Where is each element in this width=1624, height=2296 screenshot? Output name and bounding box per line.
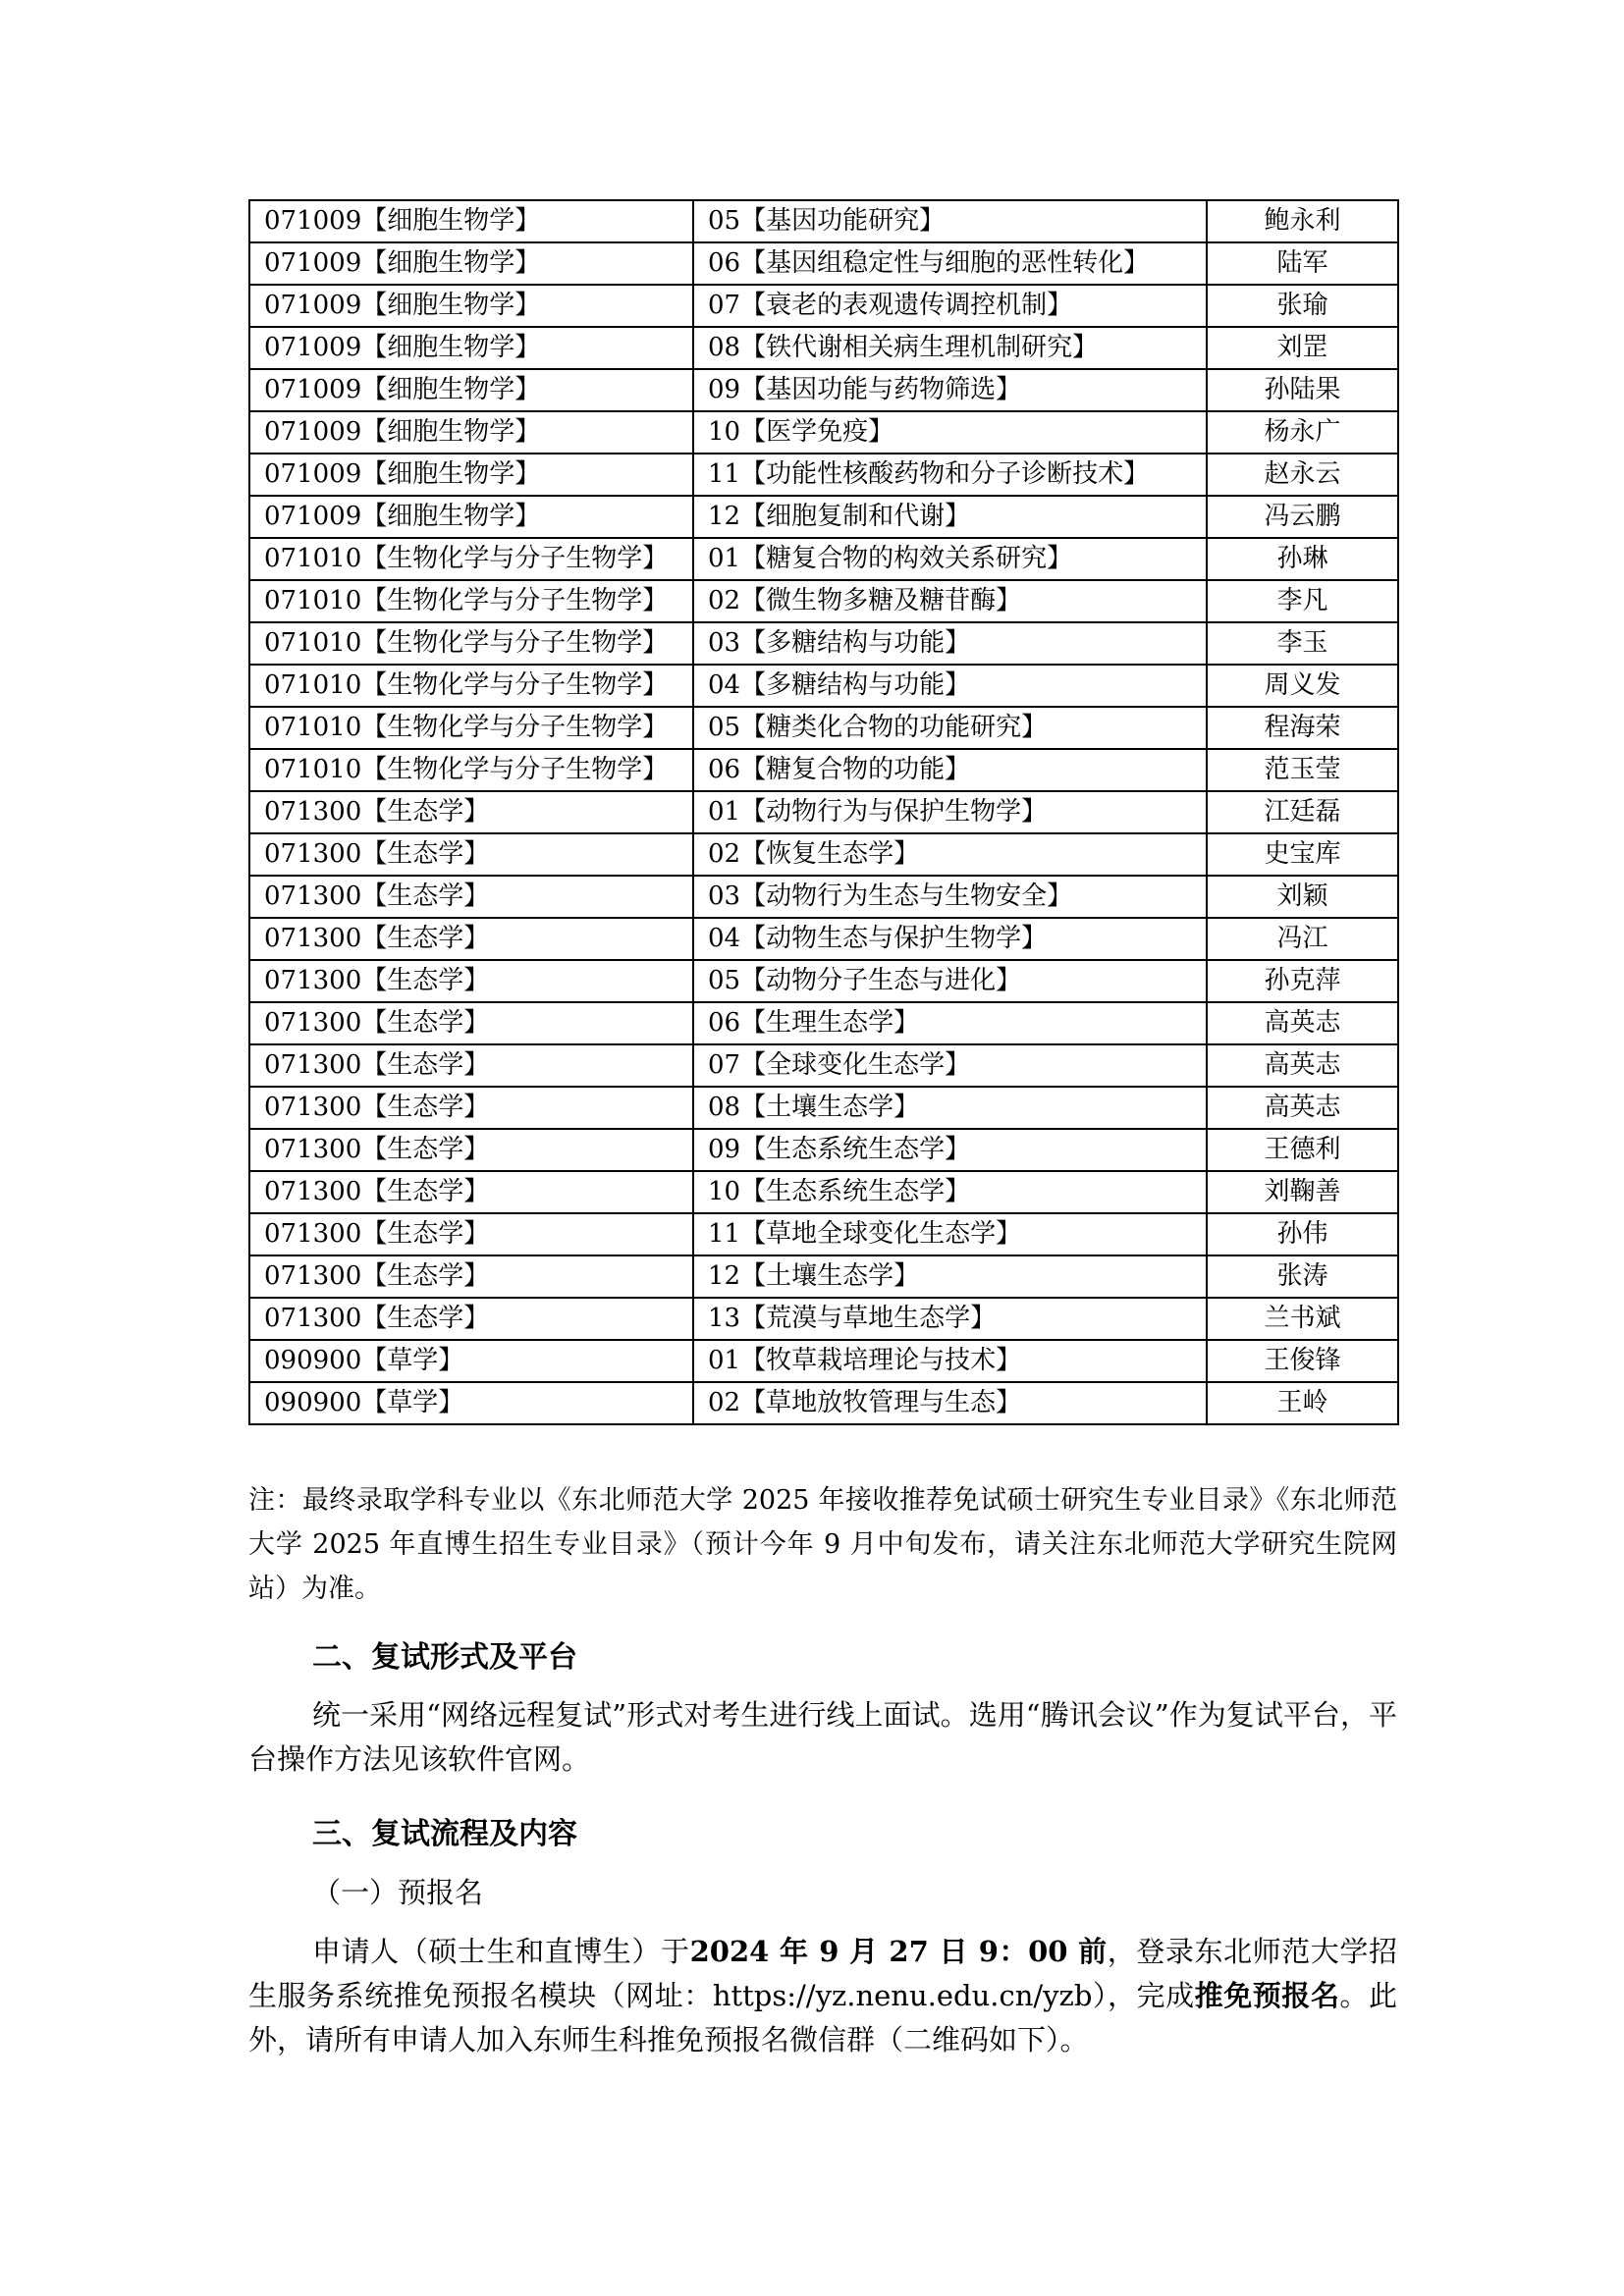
major-cell: 071010【生物化学与分子生物学】 (249, 665, 693, 707)
major-cell: 090900【草学】 (249, 1340, 693, 1382)
table-row (249, 327, 1398, 369)
supervisor-cell: 张瑜 (1207, 285, 1398, 327)
supervisor-cell: 范玉莹 (1207, 749, 1398, 791)
major-cell: 071300【生态学】 (249, 1255, 693, 1298)
major-directory-body (249, 200, 1398, 1424)
major-cell: 071009【细胞生物学】 (249, 496, 693, 538)
supervisor-cell: 高英志 (1207, 1002, 1398, 1044)
supervisor-cell: 刘罡 (1207, 327, 1398, 369)
direction-cell: 01【糖复合物的构效关系研究】 (693, 538, 1207, 580)
table-row (249, 580, 1398, 622)
table-row (249, 200, 1398, 242)
major-cell: 071300【生态学】 (249, 1171, 693, 1213)
table-row (249, 665, 1398, 707)
supervisor-cell: 李凡 (1207, 580, 1398, 622)
major-cell: 071010【生物化学与分子生物学】 (249, 580, 693, 622)
direction-cell: 01【牧草栽培理论与技术】 (693, 1340, 1207, 1382)
table-row (249, 1213, 1398, 1255)
supervisor-cell: 高英志 (1207, 1044, 1398, 1087)
major-cell: 090900【草学】 (249, 1382, 693, 1424)
direction-cell: 02【微生物多糖及糖苷酶】 (693, 580, 1207, 622)
supervisor-cell: 冯云鹏 (1207, 496, 1398, 538)
major-cell: 071300【生态学】 (249, 918, 693, 960)
major-cell: 071010【生物化学与分子生物学】 (249, 707, 693, 749)
deadline-text: 2024 年 9 月 27 日 9：00 前 (689, 1935, 1108, 1968)
major-cell: 071300【生态学】 (249, 1002, 693, 1044)
supervisor-cell: 孙克萍 (1207, 960, 1398, 1002)
direction-cell: 13【荒漠与草地生态学】 (693, 1298, 1207, 1340)
major-cell: 071300【生态学】 (249, 1129, 693, 1171)
body-part-c: 。此外，请所有申请人加入东师生科推免预报名微信群（二维码如下）。 (248, 1979, 1397, 2056)
section2-body: 统一采用“网络远程复试”形式对考生进行线上面试。选用“腾讯会议”作为复试平台，平台操作方法见该软件官网。 (248, 1698, 1397, 1776)
major-cell: 071009【细胞生物学】 (249, 242, 693, 285)
table-row (249, 1044, 1398, 1087)
supervisor-cell: 张涛 (1207, 1255, 1398, 1298)
supervisor-cell: 孙琳 (1207, 538, 1398, 580)
table-row (249, 538, 1398, 580)
supervisor-cell: 王德利 (1207, 1129, 1398, 1171)
supervisor-cell: 兰书斌 (1207, 1298, 1398, 1340)
direction-cell: 04【多糖结构与功能】 (693, 665, 1207, 707)
table-row (249, 876, 1398, 918)
direction-cell: 08【土壤生态学】 (693, 1087, 1207, 1129)
table-row (249, 285, 1398, 327)
table-row (249, 369, 1398, 411)
direction-cell: 03【多糖结构与功能】 (693, 622, 1207, 665)
table-row (249, 242, 1398, 285)
table-row (249, 918, 1398, 960)
major-cell: 071009【细胞生物学】 (249, 369, 693, 411)
supervisor-cell: 刘颖 (1207, 876, 1398, 918)
supervisor-cell: 孙陆果 (1207, 369, 1398, 411)
major-cell: 071300【生态学】 (249, 791, 693, 833)
major-cell: 071300【生态学】 (249, 876, 693, 918)
supervisor-cell: 周义发 (1207, 665, 1398, 707)
major-cell: 071300【生态学】 (249, 960, 693, 1002)
supervisor-cell: 王俊锋 (1207, 1340, 1398, 1382)
supervisor-cell: 陆军 (1207, 242, 1398, 285)
direction-cell: 02【恢复生态学】 (693, 833, 1207, 876)
table-row (249, 1340, 1398, 1382)
table-row (249, 411, 1398, 454)
direction-cell: 10【生态系统生态学】 (693, 1171, 1207, 1213)
supervisor-cell: 程海荣 (1207, 707, 1398, 749)
direction-cell: 12【土壤生态学】 (693, 1255, 1207, 1298)
section3-heading: 三、复试流程及内容 (312, 1817, 577, 1851)
direction-cell: 05【糖类化合物的功能研究】 (693, 707, 1207, 749)
table-row (249, 496, 1398, 538)
supervisor-cell: 孙伟 (1207, 1213, 1398, 1255)
major-cell: 071009【细胞生物学】 (249, 200, 693, 242)
major-cell: 071010【生物化学与分子生物学】 (249, 749, 693, 791)
direction-cell: 07【全球变化生态学】 (693, 1044, 1207, 1087)
supervisor-cell: 赵永云 (1207, 454, 1398, 496)
table-row (249, 791, 1398, 833)
supervisor-cell: 刘鞠善 (1207, 1171, 1398, 1213)
direction-cell: 09【基因功能与药物筛选】 (693, 369, 1207, 411)
table-row (249, 707, 1398, 749)
section3-sub1: （一）预报名 (312, 1876, 484, 1909)
prereg-text: 推免预报名 (1194, 1979, 1340, 2012)
direction-cell: 12【细胞复制和代谢】 (693, 496, 1207, 538)
direction-cell: 03【动物行为生态与生物安全】 (693, 876, 1207, 918)
direction-cell: 04【动物生态与保护生物学】 (693, 918, 1207, 960)
supervisor-cell: 江廷磊 (1207, 791, 1398, 833)
supervisor-cell: 史宝库 (1207, 833, 1398, 876)
table-row (249, 1171, 1398, 1213)
direction-cell: 06【生理生态学】 (693, 1002, 1207, 1044)
section2-heading: 二、复试形式及平台 (312, 1640, 577, 1675)
table-row (249, 1002, 1398, 1044)
direction-cell: 10【医学免疫】 (693, 411, 1207, 454)
supervisor-cell: 杨永广 (1207, 411, 1398, 454)
major-cell: 071009【细胞生物学】 (249, 327, 693, 369)
major-cell: 071300【生态学】 (249, 1298, 693, 1340)
table-row (249, 1382, 1398, 1424)
direction-cell: 08【铁代谢相关病生理机制研究】 (693, 327, 1207, 369)
direction-cell: 05【基因功能研究】 (693, 200, 1207, 242)
table-row (249, 1298, 1398, 1340)
supervisor-cell: 李玉 (1207, 622, 1398, 665)
table-row (249, 749, 1398, 791)
body-part-b: ，登录东北师范大学招生服务系统推免预报名模块（网址：https://yz.nenu.edu.cn/yzb），完成 (248, 1935, 1397, 2012)
section3-body (248, 1930, 1397, 2062)
supervisor-cell: 高英志 (1207, 1087, 1398, 1129)
major-cell: 071010【生物化学与分子生物学】 (249, 622, 693, 665)
table-row (249, 833, 1398, 876)
major-cell: 071009【细胞生物学】 (249, 285, 693, 327)
direction-cell: 07【衰老的表观遗传调控机制】 (693, 285, 1207, 327)
direction-cell: 02【草地放牧管理与生态】 (693, 1382, 1207, 1424)
major-cell: 071300【生态学】 (249, 1087, 693, 1129)
major-cell: 071010【生物化学与分子生物学】 (249, 538, 693, 580)
supervisor-cell: 冯江 (1207, 918, 1398, 960)
supervisor-cell: 鲍永利 (1207, 200, 1398, 242)
table-row (249, 1129, 1398, 1171)
supervisor-cell: 王岭 (1207, 1382, 1398, 1424)
body-part-a: 申请人（硕士生和直博生）于 (312, 1935, 690, 1968)
major-cell: 071009【细胞生物学】 (249, 454, 693, 496)
major-cell: 071009【细胞生物学】 (249, 411, 693, 454)
major-cell: 071300【生态学】 (249, 1213, 693, 1255)
table-row (249, 622, 1398, 665)
table-row (249, 1255, 1398, 1298)
table-row (249, 960, 1398, 1002)
major-cell: 071300【生态学】 (249, 1044, 693, 1087)
table-row (249, 1087, 1398, 1129)
major-cell: 071300【生态学】 (249, 833, 693, 876)
direction-cell: 11【功能性核酸药物和分子诊断技术】 (693, 454, 1207, 496)
direction-cell: 06【糖复合物的功能】 (693, 749, 1207, 791)
direction-cell: 09【生态系统生态学】 (693, 1129, 1207, 1171)
direction-cell: 05【动物分子生态与进化】 (693, 960, 1207, 1002)
direction-cell: 06【基因组稳定性与细胞的恶性转化】 (693, 242, 1207, 285)
major-directory-table (248, 199, 1399, 1425)
direction-cell: 11【草地全球变化生态学】 (693, 1213, 1207, 1255)
table-note: 注：最终录取学科专业以《东北师范大学 2025 年接收推荐免试硕士研究生专业目录》《东北师范大学 2025 年直博生招生专业目录》（预计今年 9 月中旬发布，请关注东北师范大学研究生院网站）为准。 (248, 1485, 1397, 1604)
direction-cell: 01【动物行为与保护生物学】 (693, 791, 1207, 833)
table-row (249, 454, 1398, 496)
